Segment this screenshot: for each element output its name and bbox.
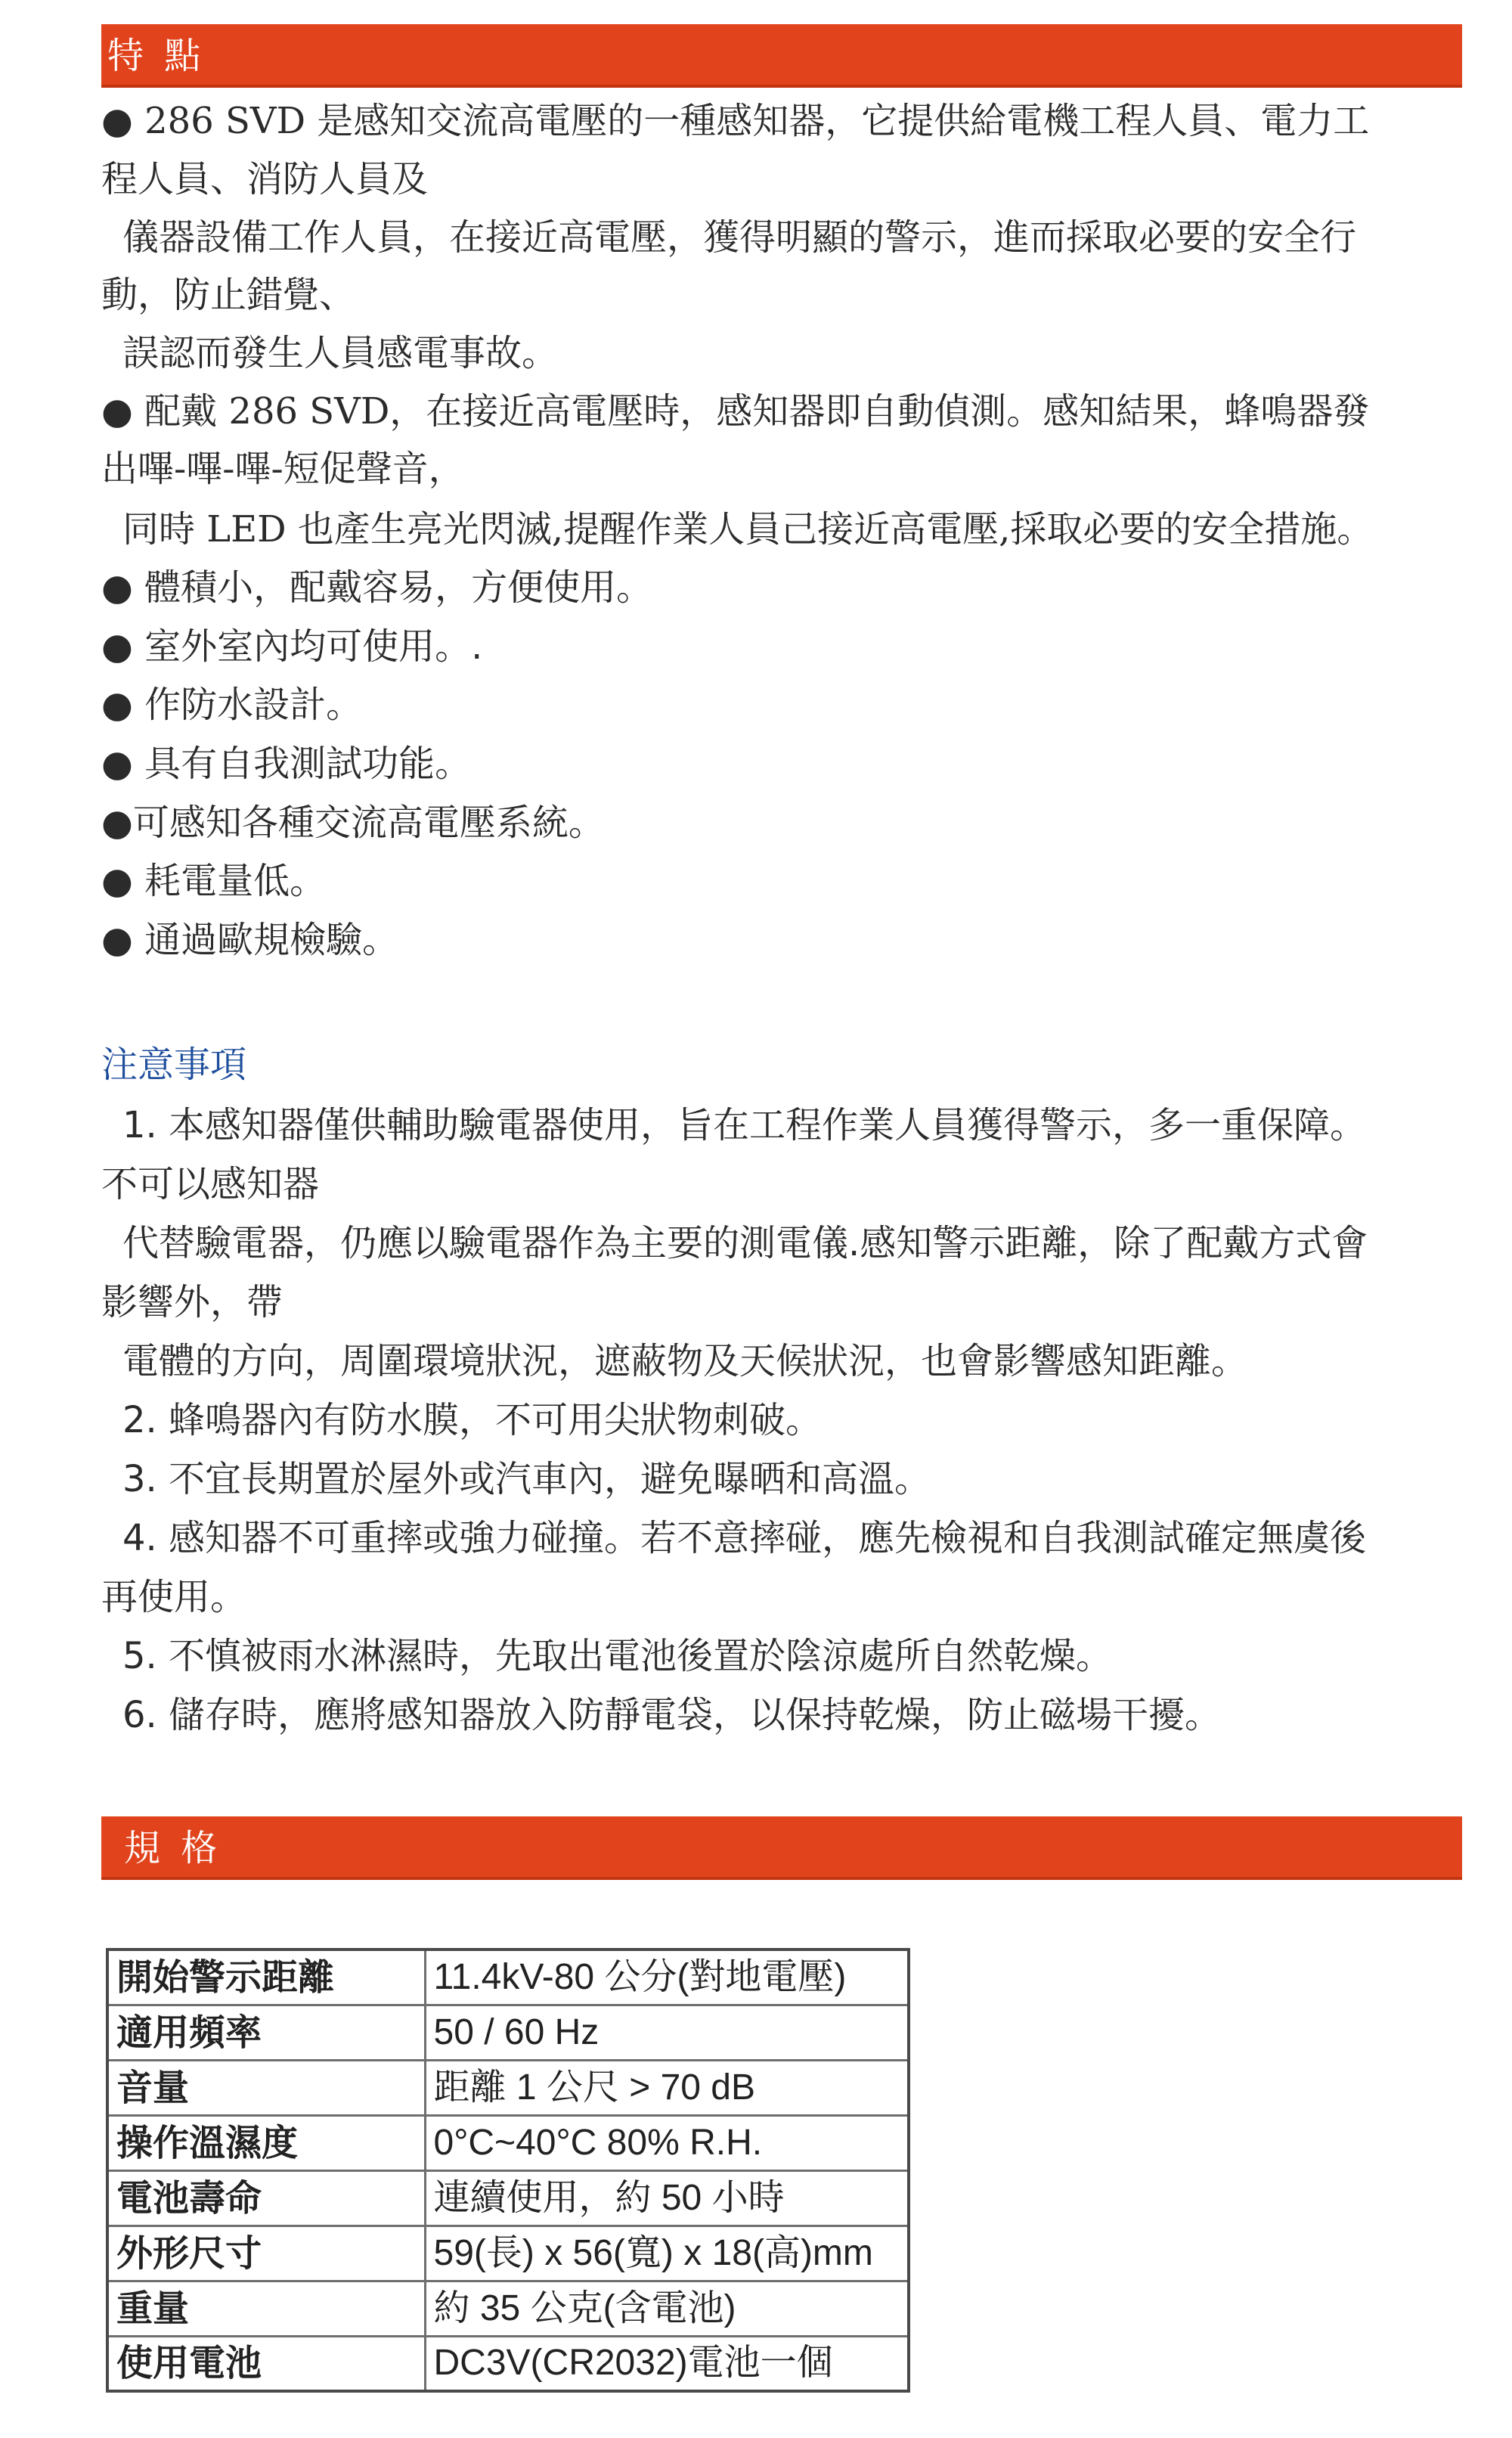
spec-label: 外形尺寸 xyxy=(107,2226,425,2281)
spec-value: 11.4kV-80 公分(對地電壓) xyxy=(425,1949,909,2005)
table-row xyxy=(107,2226,909,2281)
note-line: 3. 不宜長期置於屋外或汽車內，避免曝晒和高溫。 xyxy=(122,1458,931,1500)
spec-value: DC3V(CR2032)電池一個 xyxy=(425,2336,909,2391)
feature-line: 儀器設備工作人員，在接近高電壓，獲得明顯的警示，進而採取必要的安全行 xyxy=(122,216,1357,259)
features-title: 特 點 xyxy=(107,35,206,77)
spec-label: 開始警示距離 xyxy=(107,1949,425,2005)
table-row xyxy=(107,2170,909,2226)
notes-title: 注意事項 xyxy=(101,1044,247,1086)
table-row xyxy=(107,2060,909,2115)
feature-line: ● 作防水設計。 xyxy=(101,684,363,726)
note-line: 不可以感知器 xyxy=(101,1163,320,1205)
feature-line: 動，防止錯覺、 xyxy=(101,274,356,316)
spec-value: 50 / 60 Hz xyxy=(425,2005,909,2060)
feature-line: ● 耗電量低。 xyxy=(101,860,327,902)
spec-value: 約 35 公克(含電池) xyxy=(425,2281,909,2336)
note-line: 4. 感知器不可重摔或強力碰撞。若不意摔碰，應先檢視和自我測試確定無虞後 xyxy=(122,1517,1367,1559)
table-row xyxy=(107,2005,909,2060)
table-row xyxy=(107,2336,909,2391)
spec-label: 電池壽命 xyxy=(107,2170,425,2226)
feature-line: 程人員、消防人員及 xyxy=(101,158,429,200)
spec-label: 重量 xyxy=(107,2281,425,2336)
spec-table xyxy=(106,1948,910,2393)
table-row xyxy=(107,1949,909,2005)
feature-line: ● 室外室內均可使用。. xyxy=(101,625,483,668)
spec-value: 距離 1 公尺 > 70 dB xyxy=(425,2060,909,2115)
spec-value: 連續使用，約 50 小時 xyxy=(425,2170,909,2226)
feature-line: ● 體積小，配戴容易，方便使用。 xyxy=(101,566,653,609)
note-line: 5. 不慎被雨水淋濕時，先取出電池後置於陰涼處所自然乾燥。 xyxy=(122,1635,1113,1677)
spec-banner xyxy=(101,1816,1462,1880)
feature-line: 同時 LED 也產生亮光閃滅,提醒作業人員己接近高電壓,採取必要的安全措施。 xyxy=(122,508,1374,551)
table-row xyxy=(107,2115,909,2170)
feature-line: 出嗶-嗶-嗶-短促聲音， xyxy=(101,448,465,490)
spec-value: 0°C~40°C 80% R.H. xyxy=(425,2115,909,2170)
note-line: 電體的方向，周圍環境狀況，遮蔽物及天候狀況，也會影響感知距離。 xyxy=(122,1340,1248,1382)
spec-label: 適用頻率 xyxy=(107,2005,425,2060)
note-line: 2. 蜂鳴器內有防水膜，不可用尖狀物刺破。 xyxy=(122,1399,823,1441)
feature-line: ● 286 SVD 是感知交流高電壓的一種感知器，它提供給電機工程人員、電力工 xyxy=(101,100,1370,142)
feature-line: ●可感知各種交流高電壓系統。 xyxy=(101,802,605,844)
spec-label: 使用電池 xyxy=(107,2336,425,2391)
features-banner xyxy=(101,24,1462,88)
note-line: 再使用。 xyxy=(101,1576,247,1618)
note-line: 1. 本感知器僅供輔助驗電器使用，旨在工程作業人員獲得警示，多一重保障。 xyxy=(122,1104,1367,1146)
note-line: 6. 儲存時，應將感知器放入防靜電袋，以保持乾燥，防止磁場干擾。 xyxy=(122,1694,1222,1736)
spec-label: 操作溫濕度 xyxy=(107,2115,425,2170)
feature-line: 誤認而發生人員感電事故。 xyxy=(122,332,559,374)
spec-value: 59(長) x 56(寬) x 18(高)mm xyxy=(425,2226,909,2281)
table-row xyxy=(107,2281,909,2336)
feature-line: ● 配戴 286 SVD，在接近高電壓時，感知器即自動偵測。感知結果，蜂鳴器發 xyxy=(101,390,1370,433)
note-line: 代替驗電器，仍應以驗電器作為主要的測電儀.感知警示距離，除了配戴方式會 xyxy=(122,1222,1368,1264)
feature-line: ● 具有自我測試功能。 xyxy=(101,743,472,785)
spec-title: 規 格 xyxy=(124,1827,222,1869)
feature-line: ● 通過歐規檢驗。 xyxy=(101,919,399,961)
note-line: 影響外，帶 xyxy=(101,1281,284,1323)
spec-label: 音量 xyxy=(107,2060,425,2115)
